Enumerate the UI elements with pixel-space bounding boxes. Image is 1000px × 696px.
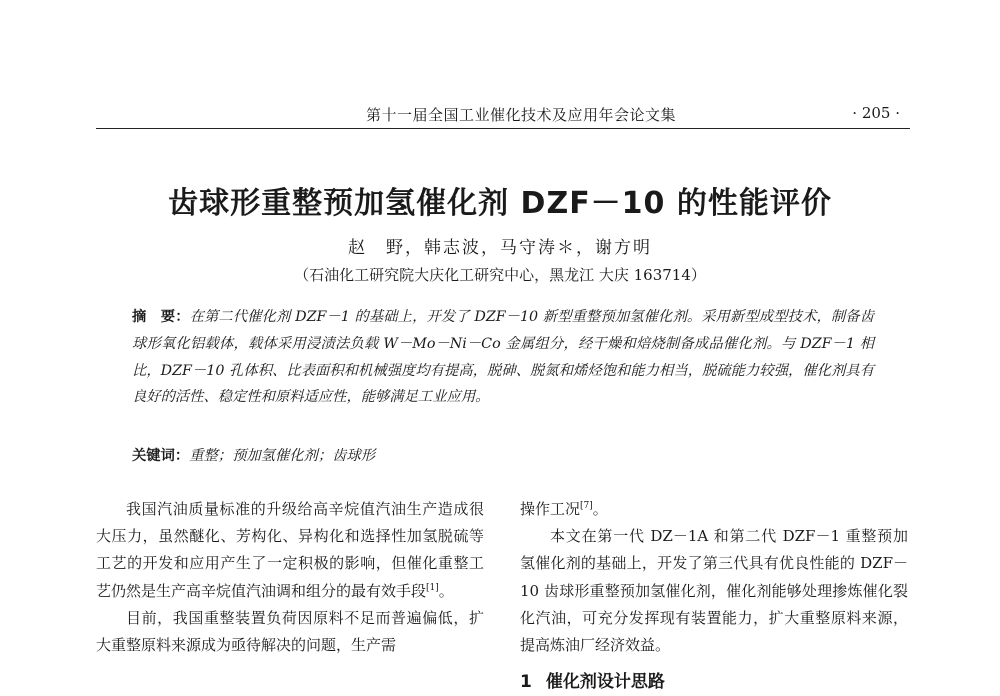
header-rule: [96, 128, 910, 129]
citation-1: [1]: [426, 582, 439, 593]
left-column: [96, 496, 484, 659]
section-number: 1: [520, 672, 532, 693]
abstract-text: 在第二代催化剂 DZF－1 的基础上，开发了 DZF－10 新型重整预加氢催化剂。采用新型成型技术，制备齿球形氧化铝载体，载体采用浸渍法负载 W－Mo－Ni－Co 金属组分，经干燥和焙烧制备成品催化剂。与 DZF－1 相比，DZF－10 孔体积、比表面积和机械强度均有提高，脱砷、脱氮和烯烃饱和能力相当，脱硫能力较强，催化剂具有良好的活性、稳定性和原料适应性，能够满足工业应用。: [132, 309, 874, 406]
left-paragraph-2: 目前，我国重整装置负荷因原料不足而普遍偏低，扩大重整原料来源成为亟待解决的问题，生产需: [96, 608, 484, 655]
running-title: 第十一届全国工业催化技术及应用年会论文集: [366, 106, 677, 124]
left-paragraph-1: [96, 496, 484, 605]
keywords-label: 关键词：: [132, 448, 190, 464]
abstract-label: 摘 要：: [132, 309, 190, 325]
right-paragraph-1: 本文在第一代 DZ－1A 和第二代 DZF－1 重整预加氢催化剂的基础上，开发了第三代具有优良性能的 DZF－10 齿球形重整预加氢催化剂，催化剂能够处理掺炼催化裂化汽油，可充分发挥现有装置能力，扩大重整原料来源，提高炼油厂经济效益。: [520, 527, 908, 655]
right-column: [520, 496, 908, 696]
affiliation: （石油化工研究院大庆化工研究中心，黑龙江 大庆 163714）: [294, 266, 706, 284]
abstract: [132, 304, 874, 411]
page-number: · 205 ·: [852, 104, 900, 122]
paper-title: 齿球形重整预加氢催化剂 DZF－10 的性能评价: [168, 186, 832, 221]
running-header: [96, 104, 910, 126]
right-paragraph-0-text: 操作工况: [520, 500, 581, 518]
authors: 赵 野，韩志波，马守涛＊，谢方明: [348, 238, 652, 258]
keywords: [132, 445, 874, 465]
section-title: 催化剂设计思路: [545, 672, 665, 693]
left-paragraph-1-text: 我国汽油质量标准的升级给高辛烷值汽油生产造成很大压力，虽然醚化、芳构化、异构化和选择性加氢脱硫等工艺的开发和应用产生了一定积极的影响，但催化重整工艺仍然是生产高辛烷值汽油调和组分的最有效手段: [96, 500, 484, 600]
left-paragraph-1-end: 。: [438, 581, 454, 600]
citation-7: [7]: [580, 501, 593, 511]
right-paragraph-0-end: 。: [592, 500, 608, 518]
right-paragraph-0: [520, 496, 908, 523]
keywords-text: 重整；预加氢催化剂；齿球形: [189, 448, 376, 464]
